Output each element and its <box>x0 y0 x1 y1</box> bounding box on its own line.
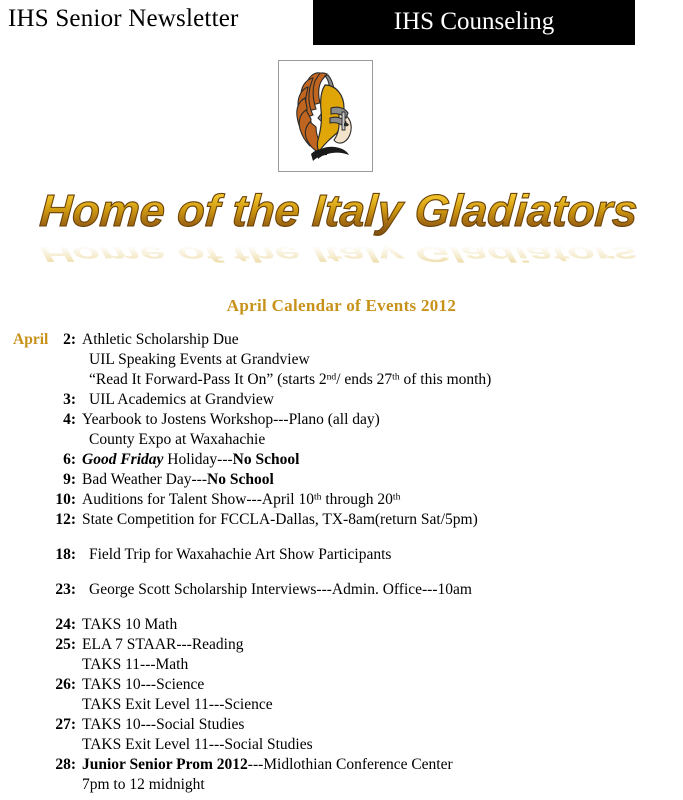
calendar-line <box>0 545 683 565</box>
calendar-line <box>0 735 683 755</box>
calendar-event-text <box>82 450 299 470</box>
ordinal-suffix: th <box>313 491 322 503</box>
svg-text:Home of the Italy Gladiators: Home of the Italy Gladiators <box>38 242 640 266</box>
home-of-gladiators-wordart <box>0 178 683 266</box>
text-segment: TAKS Exit Level 11---Science <box>82 696 273 713</box>
calendar-line <box>0 675 683 695</box>
calendar-event-text <box>82 775 205 795</box>
calendar-line <box>0 470 683 490</box>
calendar-event-text <box>82 755 453 775</box>
calendar-event-text <box>82 715 244 735</box>
calendar-list <box>0 330 683 795</box>
text-segment: Field Trip for Waxahachie Art Show Participants <box>89 546 392 563</box>
calendar-line <box>0 410 683 430</box>
text-segment: of this month) <box>399 371 492 388</box>
calendar-entry <box>0 450 683 470</box>
calendar-entry <box>0 510 683 530</box>
calendar-event-text <box>82 330 239 350</box>
calendar-entry <box>0 755 683 795</box>
calendar-entry <box>0 675 683 715</box>
events-title: April Calendar of Events 2012 <box>226 296 457 315</box>
calendar-line <box>0 775 683 795</box>
counseling-banner-label: IHS Counseling <box>393 8 555 35</box>
calendar-entry <box>0 545 683 565</box>
calendar-event-text <box>89 350 310 370</box>
page-header <box>0 0 683 46</box>
calendar-line <box>0 615 683 635</box>
calendar-event-text <box>82 470 274 490</box>
counseling-banner <box>313 0 635 45</box>
text-segment: 7pm to 12 midnight <box>82 776 205 793</box>
ordinal-suffix: th <box>392 371 400 383</box>
month-label: April <box>13 331 49 348</box>
calendar-entry <box>0 635 683 675</box>
svg-text:Home of the Italy Gladiators: Home of the Italy Gladiators <box>38 185 640 236</box>
calendar-entry <box>0 390 683 410</box>
logo-box <box>278 60 373 172</box>
text-segment: State Competition for FCCLA-Dallas, TX-8am(return Sat/5pm) <box>82 511 478 528</box>
calendar-day-number: 25: <box>55 636 76 653</box>
text-segment: ---Midlothian Conference Center <box>247 756 453 773</box>
calendar-event-text <box>82 695 273 715</box>
calendar-line <box>0 370 683 390</box>
calendar-line <box>0 510 683 530</box>
text-segment: TAKS 10 Math <box>82 616 178 633</box>
calendar-event-text <box>89 580 472 600</box>
text-segment: Auditions for Talent Show---April 10 <box>82 491 314 508</box>
text-segment: / ends 27 <box>336 371 393 388</box>
calendar-line <box>0 490 683 510</box>
calendar-line <box>0 655 683 675</box>
calendar-day-number: 28: <box>55 756 76 773</box>
calendar-day-number: 18: <box>55 546 76 563</box>
calendar-entry <box>0 470 683 490</box>
calendar-day-number: 23: <box>55 581 76 598</box>
text-segment: Good Friday <box>82 451 164 468</box>
text-segment: through 20 <box>321 491 393 508</box>
text-segment: ELA 7 STAAR---Reading <box>82 636 244 653</box>
calendar-entry <box>0 615 683 635</box>
calendar-day-number: 27: <box>55 716 76 733</box>
text-segment: TAKS 11---Math <box>82 656 189 673</box>
calendar-entry <box>0 580 683 600</box>
calendar-line <box>0 450 683 470</box>
calendar-line <box>0 695 683 715</box>
calendar-day-number: 3: <box>63 391 76 408</box>
calendar-event-text <box>82 615 177 635</box>
calendar-event-text <box>82 510 478 530</box>
calendar-line <box>0 715 683 735</box>
calendar-event-text <box>89 545 391 565</box>
calendar-entry <box>0 330 683 390</box>
ordinal-suffix: nd <box>326 371 337 383</box>
calendar-event-text <box>82 635 244 655</box>
text-segment: Junior Senior Prom 2012 <box>82 756 248 773</box>
calendar-day-number: 9: <box>63 471 76 488</box>
calendar-line <box>0 580 683 600</box>
text-segment: UIL Speaking Events at Grandview <box>89 351 310 368</box>
calendar-day-number: 2: <box>63 331 76 348</box>
calendar-event-text <box>89 430 265 450</box>
calendar-entry <box>0 490 683 510</box>
text-segment: George Scott Scholarship Interviews---Admin. Office---10am <box>89 581 472 598</box>
calendar-event-text <box>82 675 204 695</box>
text-segment: County Expo at Waxahachie <box>89 431 266 448</box>
calendar-line <box>0 330 683 350</box>
text-segment: TAKS 10---Social Studies <box>82 716 245 733</box>
calendar-event-text <box>82 490 400 510</box>
calendar-day-number: 26: <box>55 676 76 693</box>
text-segment: TAKS Exit Level 11---Social Studies <box>82 736 313 753</box>
calendar-line <box>0 430 683 450</box>
text-segment: “Read It Forward-Pass It On” (starts 2 <box>89 371 327 388</box>
text-segment: Athletic Scholarship Due <box>82 331 239 348</box>
text-segment: Bad Weather Day--- <box>82 471 207 488</box>
text-segment: No School <box>232 451 300 468</box>
calendar-event-text <box>82 410 380 430</box>
text-segment: Yearbook to Jostens Workshop---Plano (all day) <box>82 411 380 428</box>
calendar-day-number: 6: <box>63 451 76 468</box>
newsletter-title: IHS Senior Newsletter <box>8 5 239 32</box>
calendar-event-text <box>89 390 274 410</box>
ordinal-suffix: th <box>392 491 401 503</box>
calendar-line <box>0 635 683 655</box>
calendar-day-number: 4: <box>63 411 76 428</box>
calendar-event-text <box>89 370 491 390</box>
calendar-line <box>0 390 683 410</box>
calendar-day-number: 12: <box>55 511 76 528</box>
calendar-line <box>0 755 683 775</box>
text-segment: No School <box>207 471 274 488</box>
calendar-event-text <box>82 655 188 675</box>
calendar-event-text <box>82 735 313 755</box>
calendar-entry <box>0 715 683 755</box>
wordart-svg <box>0 178 683 266</box>
text-segment: Holiday--- <box>163 451 233 468</box>
calendar-day-number: 10: <box>55 491 76 508</box>
calendar-line <box>0 350 683 370</box>
calendar-entry <box>0 410 683 450</box>
calendar-day-number: 24: <box>55 616 76 633</box>
text-segment: UIL Academics at Grandview <box>89 391 274 408</box>
text-segment: TAKS 10---Science <box>82 676 205 693</box>
gladiator-helmet-logo <box>287 68 365 164</box>
